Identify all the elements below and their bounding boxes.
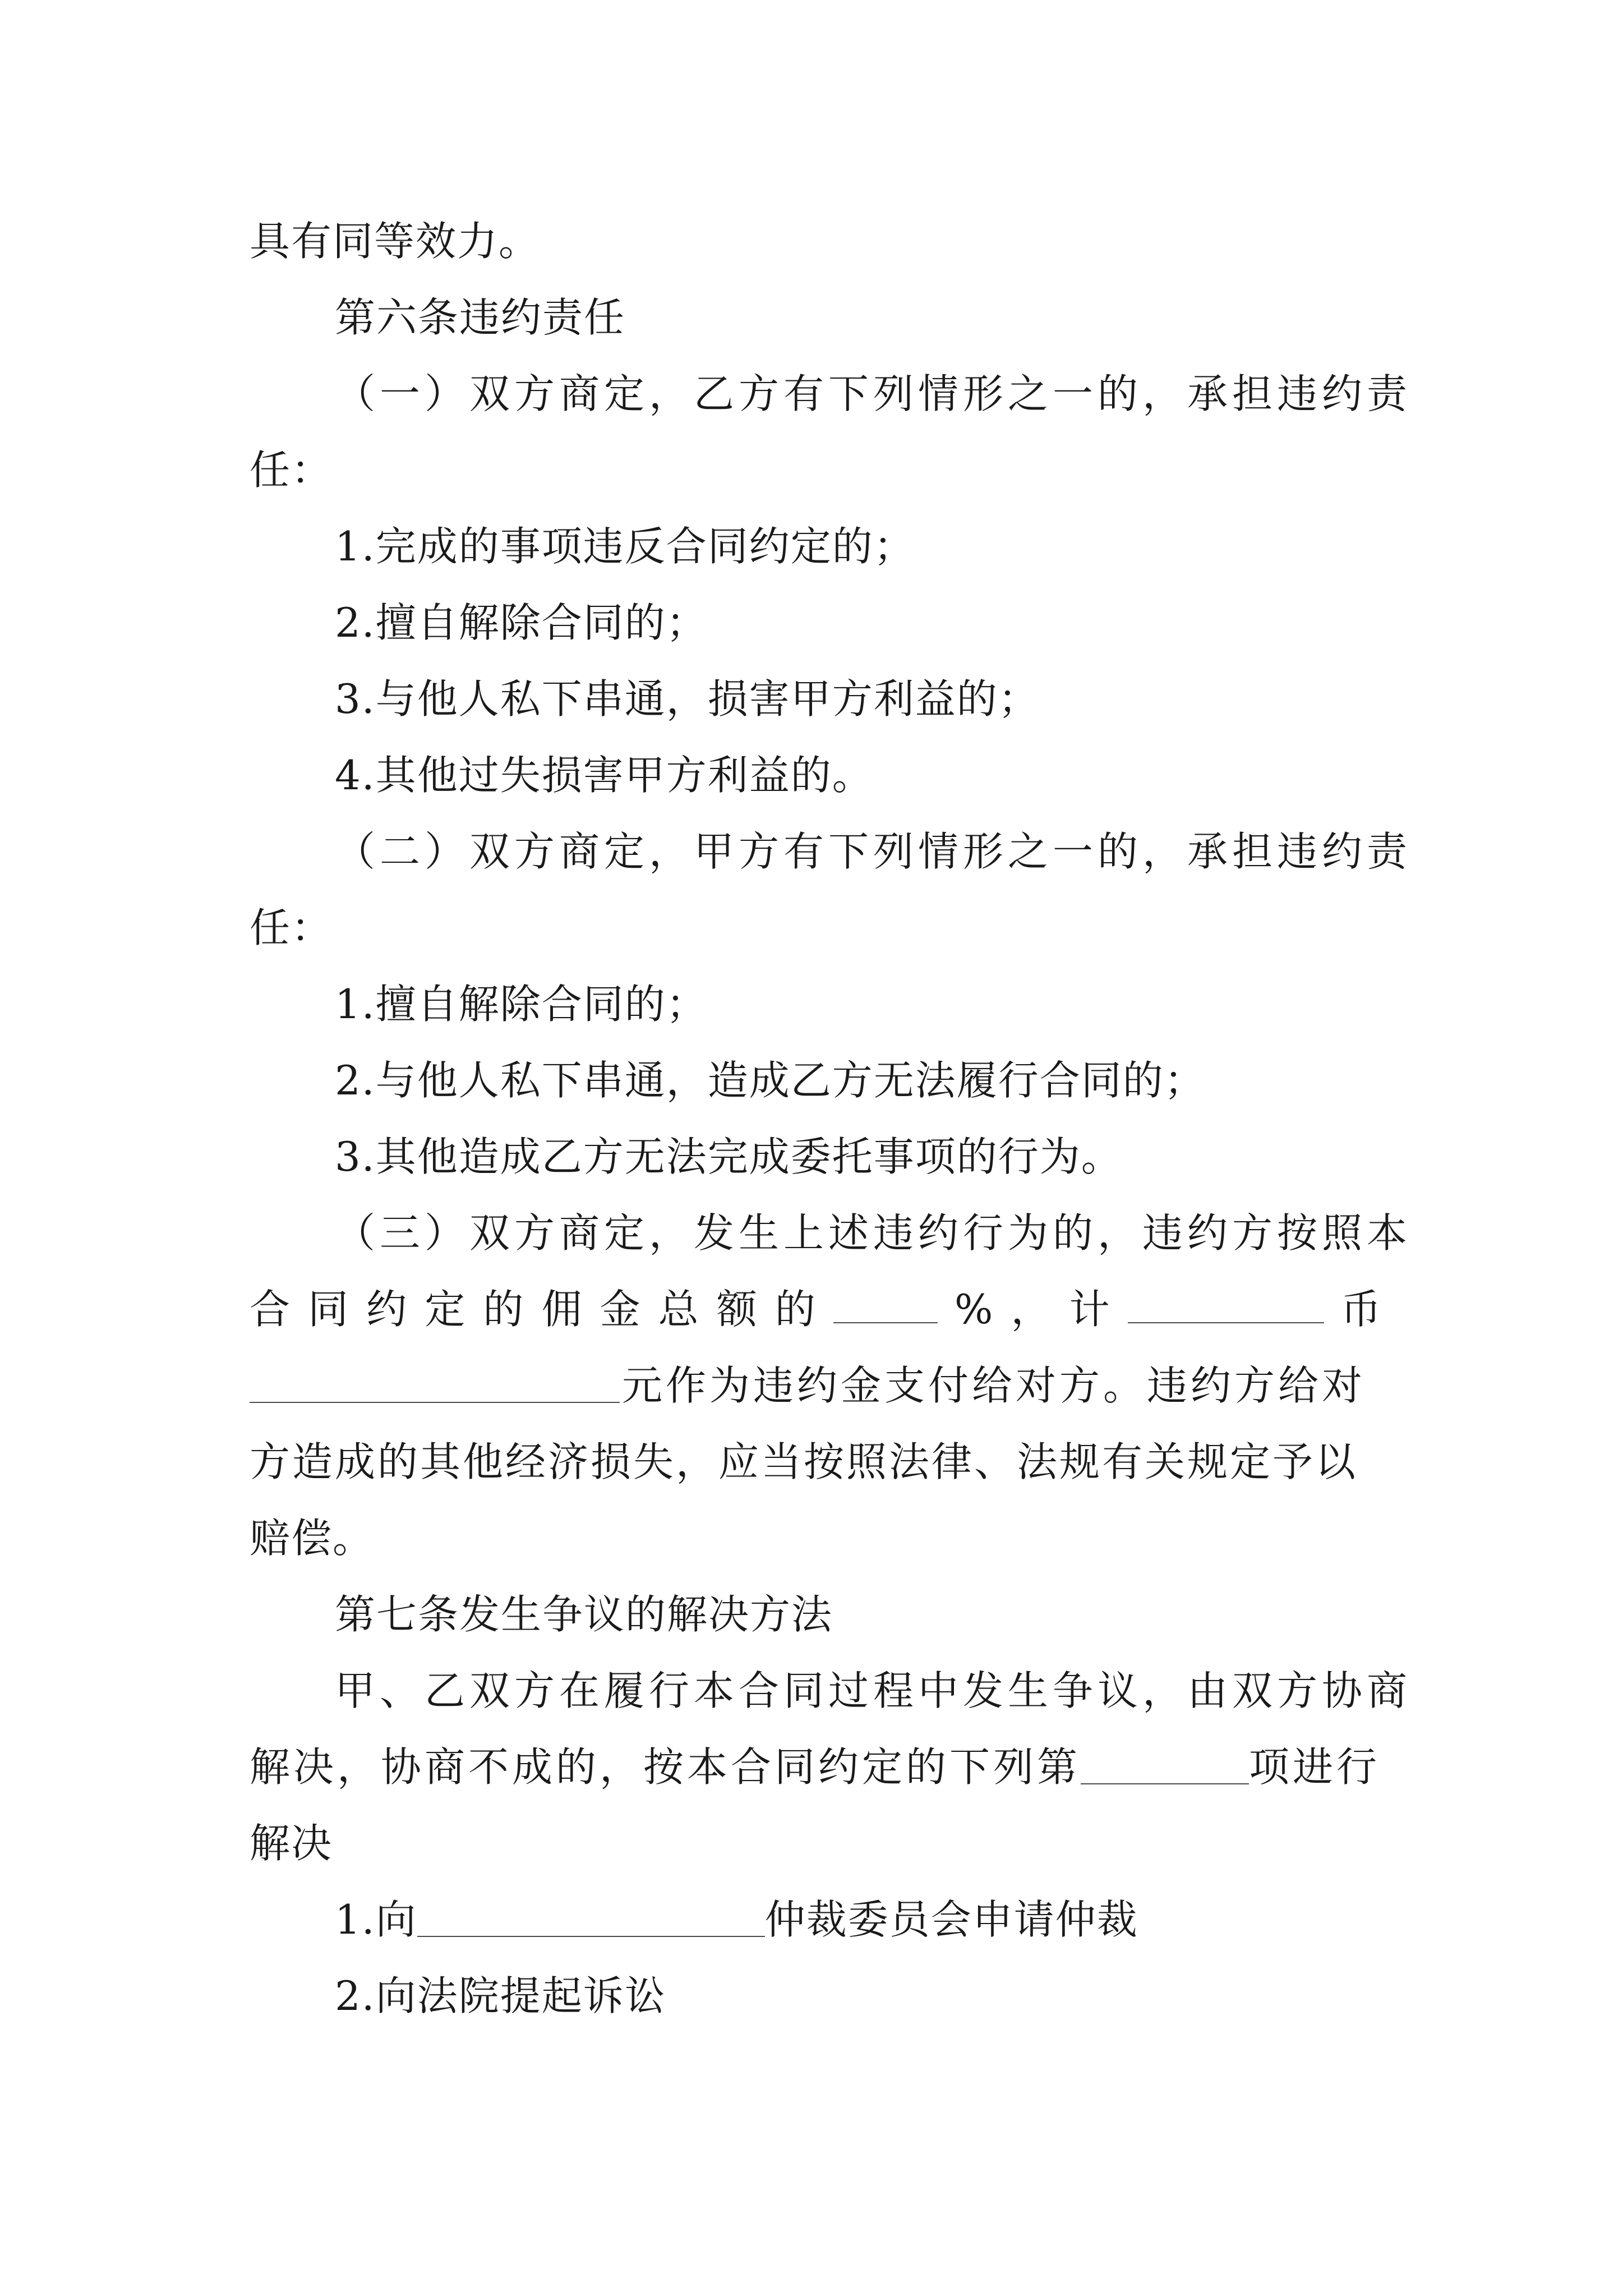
clause-1-item-3: 3.与他人私下串通，损害甲方利益的； (335, 675, 1040, 723)
compensation-line-end: 赔偿。 (250, 1515, 375, 1562)
clause-2-item-1: 1.擅自解除合同的； (335, 981, 708, 1028)
arbitration-committee-blank[interactable] (417, 1895, 765, 1937)
dispute-line-end: 解决 (250, 1820, 333, 1867)
percent-sign: % (955, 1286, 994, 1333)
clause-2-item-3: 3.其他造成乙方无法完成委托事项的行为。 (335, 1133, 1123, 1180)
currency-type-blank[interactable] (1128, 1282, 1324, 1323)
clause-2-intro: （二）双方商定，甲方有下列情形之一的，承担违约责 (335, 828, 1412, 875)
ji-char: 计 (1069, 1286, 1111, 1333)
penalty-char: 金 (600, 1286, 642, 1333)
comma: ， (1011, 1286, 1053, 1333)
penalty-amount-line (250, 1355, 1382, 1416)
penalty-char: 同 (308, 1286, 350, 1333)
clause-2-intro-end: 任： (250, 904, 333, 951)
penalty-char: 约 (366, 1286, 408, 1333)
percentage-blank[interactable] (833, 1282, 938, 1323)
penalty-char: 总 (658, 1286, 700, 1333)
dispute-intro: 甲、乙双方在履行本合同过程中发生争议，由双方协商 (335, 1667, 1412, 1714)
penalty-char: 的 (483, 1286, 525, 1333)
currency-char: 币 (1340, 1286, 1382, 1333)
option-2-line: 2.向法院提起诉讼 (335, 1972, 666, 2019)
dispute-line (250, 1736, 1382, 1798)
penalty-line (250, 1278, 1382, 1340)
compensation-line: 方造成的其他经济损失，应当按照法律、法规有关规定予以 (250, 1438, 1358, 1485)
penalty-char: 额 (716, 1286, 758, 1333)
clause-1-intro-end: 任： (250, 447, 333, 494)
clause-1-item-1: 1.完成的事项违反合同约定的； (335, 523, 915, 570)
text-line-continuation: 具有同等效力。 (250, 218, 541, 265)
clause-1-intro: （一）双方商定，乙方有下列情形之一的，承担违约责 (335, 370, 1412, 417)
penalty-char: 佣 (541, 1286, 583, 1333)
dispute-prefix: 解决，协商不成的，按本合同约定的下列第 (250, 1743, 1081, 1791)
article-6-heading: 第六条违约责任 (335, 294, 626, 341)
penalty-amount-text: 元作为违约金支付给对方。违约方给对 (622, 1362, 1366, 1409)
dispute-suffix: 项进行 (1249, 1743, 1381, 1791)
option-1-line (335, 1889, 1382, 1950)
option-1-prefix: 1.向 (335, 1896, 417, 1943)
amount-blank[interactable] (250, 1361, 620, 1403)
option-1-suffix: 仲裁委员会申请仲裁 (764, 1896, 1138, 1943)
penalty-char: 的 (774, 1286, 817, 1333)
option-number-blank[interactable] (1081, 1743, 1249, 1784)
article-7-heading: 第七条发生争议的解决方法 (335, 1591, 833, 1638)
clause-1-item-4: 4.其他过失损害甲方利益的。 (335, 752, 874, 799)
clause-3-intro: （三）双方商定，发生上述违约行为的，违约方按照本 (335, 1209, 1412, 1257)
penalty-char: 合 (250, 1286, 292, 1333)
penalty-char: 定 (425, 1286, 467, 1333)
clause-2-item-2: 2.与他人私下串通，造成乙方无法履行合同的； (335, 1057, 1206, 1104)
clause-1-item-2: 2.擅自解除合同的； (335, 599, 708, 646)
